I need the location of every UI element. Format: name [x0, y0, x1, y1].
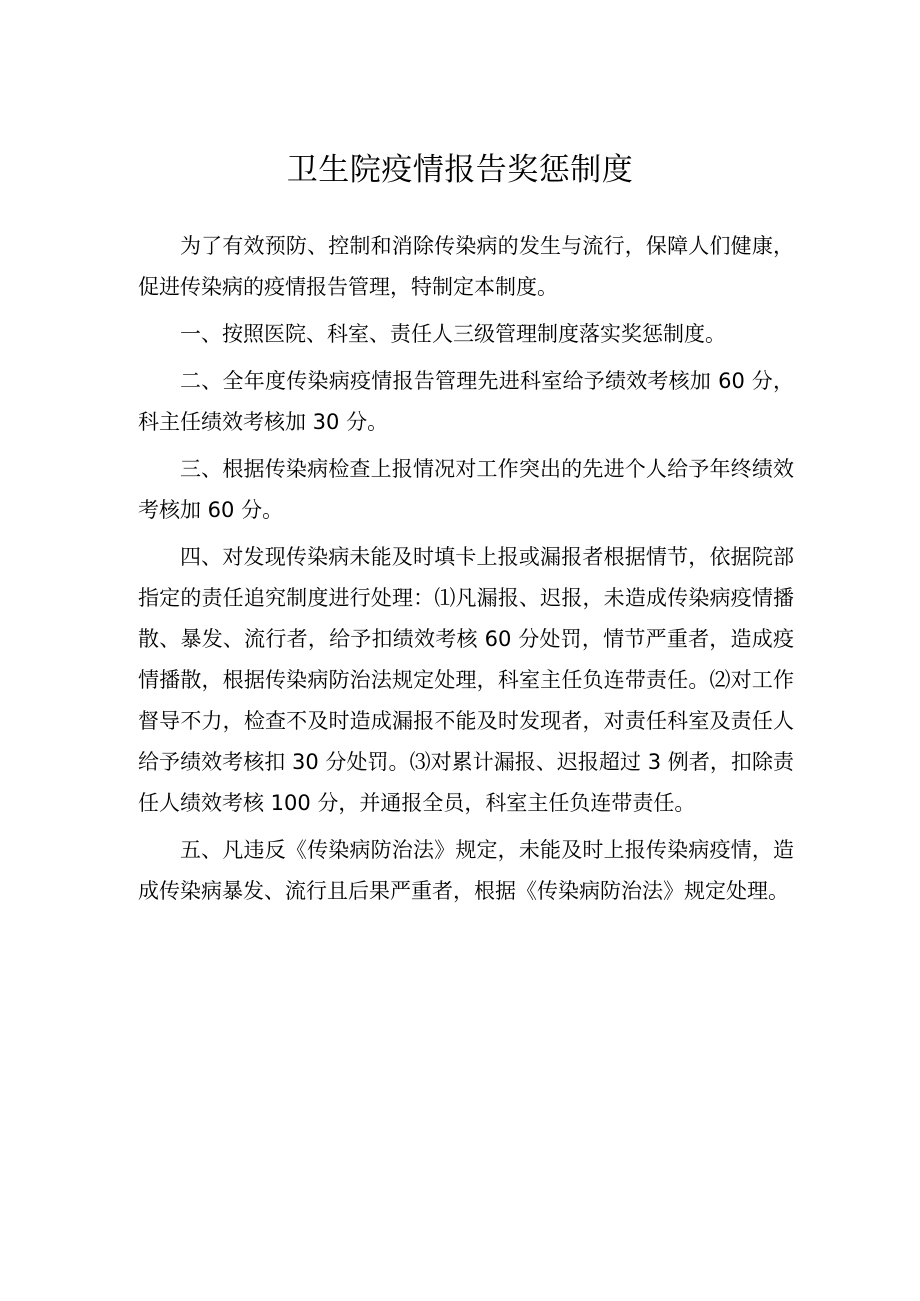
paragraph-intro: 为了有效预防、控制和消除传染病的发生与流行，保障人们健康，促进传染病的疫情报告管理，特制定本制度。: [138, 234, 794, 299]
paragraph-clause-1: 一、按照医院、科室、责任人三级管理制度落实奖惩制度。: [180, 322, 726, 346]
document-body: [138, 226, 794, 918]
paragraph-clause-3: 三、根据传染病检查上报情况对工作突出的先进个人给予年终绩效考核加 60 分。: [138, 457, 794, 522]
paragraph-clause-5: 五、凡违反《传染病防治法》规定，未能及时上报传染病疫情，造成传染病暴发、流行且后果严重者，根据《传染病防治法》规定处理。: [138, 838, 794, 903]
paragraph-clause-4: 四、对发现传染病未能及时填卡上报或漏报者根据情节，依据院部指定的责任追究制度进行处理：⑴凡漏报、迟报，未造成传染病疫情播散、暴发、流行者，给予扣绩效考核 60 分处罚，情节严重者，造成疫情播散，根据传染病防治法规定处理，科室主任负连带责任。⑵对工作督导不力，检查不及时造成漏报不能及时发现者，对责任科室及责任人给予绩效考核扣 30 分处罚。⑶对累计漏报、迟报超过 3 例者，扣除责任人绩效考核 100 分，并通报全员，科室主任负连带责任。: [138, 545, 794, 815]
document-title: 卫生院疫情报告奖惩制度: [286, 152, 634, 188]
paragraph-clause-2: 二、全年度传染病疫情报告管理先进科室给予绩效考核加 60 分，科主任绩效考核加 30 分。: [138, 369, 794, 434]
